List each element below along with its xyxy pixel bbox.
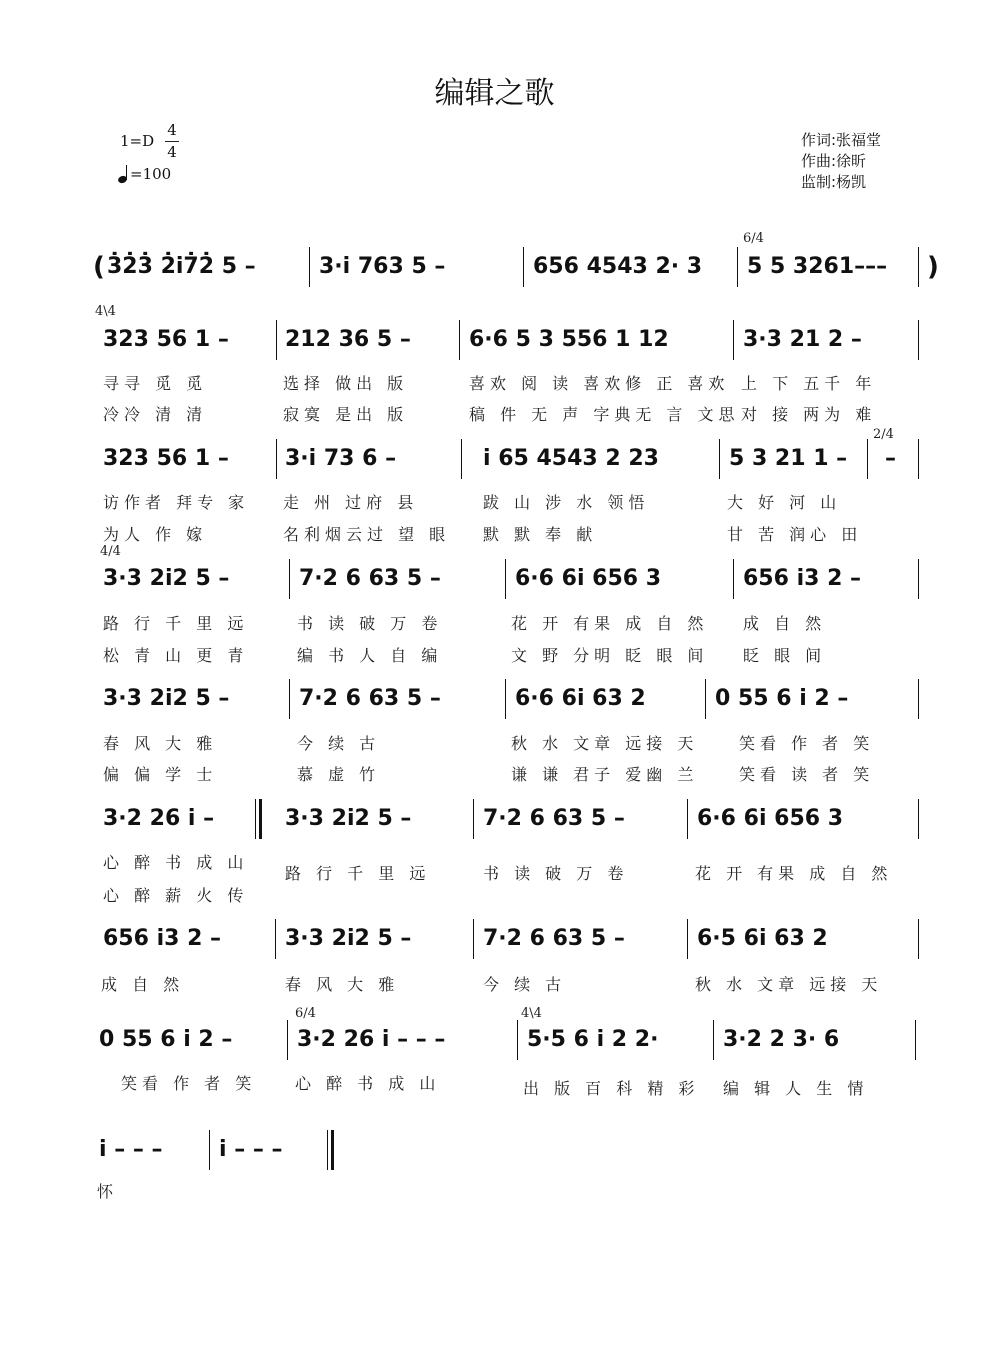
score-row <box>95 557 930 601</box>
lyric: 大 好 河 山 <box>727 493 842 512</box>
barline <box>918 559 919 599</box>
barline <box>867 439 868 479</box>
barline <box>733 559 734 599</box>
barline <box>918 799 919 839</box>
lyric: 选择 做出 版 <box>283 374 409 393</box>
measure: 7·2 6 63 5 – <box>483 806 625 831</box>
barline <box>737 247 738 287</box>
lyric: 编 辑 人 生 情 <box>723 1079 869 1098</box>
measure: 5 3 21 1 – <box>729 446 848 471</box>
measure: 6·6 6i 656 3 <box>515 566 662 591</box>
barline <box>705 679 706 719</box>
lyrics-continuation <box>95 862 930 886</box>
lyrics-verse-1 <box>95 612 930 636</box>
lyric: 眨 眼 间 <box>743 646 827 665</box>
score-row <box>95 427 930 481</box>
time-numerator: 4 <box>167 121 177 139</box>
barline <box>918 679 919 719</box>
lyric: 成 自 然 <box>101 975 185 994</box>
barline <box>276 320 277 360</box>
lyric: 编 书 人 自 编 <box>297 646 443 665</box>
measure: 3·i 73 6 – <box>285 446 397 471</box>
barline <box>287 1020 288 1060</box>
lyric: 喜欢 阅 读 喜欢修 正 喜欢 <box>469 374 730 393</box>
lyrics-verse-1 <box>95 372 930 396</box>
lyric: 笑看 作 者 笑 <box>121 1074 257 1093</box>
lyric: 书 读 破 万 卷 <box>297 614 443 633</box>
time-change: 6/4 <box>295 1006 316 1021</box>
lyric: 笑看 读 者 笑 <box>739 765 875 784</box>
barline <box>719 439 720 479</box>
credit-composer: 作曲:徐昕 <box>801 152 867 170</box>
lyric: 笑看 作 者 笑 <box>739 734 875 753</box>
lyric: 上 下 五千 年 <box>741 374 877 393</box>
measure: 3·3 21 2 – <box>743 327 862 352</box>
lyric: 走 州 过府 县 <box>283 493 419 512</box>
barline <box>289 559 290 599</box>
time-change: 2/4 <box>873 427 894 442</box>
barline <box>505 679 506 719</box>
time-change: 4/4 <box>100 544 121 559</box>
measure: 6·5 6i 63 2 <box>697 926 828 951</box>
barline <box>733 320 734 360</box>
measure: 0 55 6 i 2 – <box>715 686 849 711</box>
time-denominator: 4 <box>167 143 177 161</box>
score-row <box>95 677 930 721</box>
barline <box>459 320 460 360</box>
measure: 3·2 26 i – – – <box>297 1027 446 1052</box>
lyric: 花 开 有果 成 自 然 <box>511 614 709 633</box>
score-row <box>95 318 930 362</box>
lyric: 秋 水 文章 远接 天 <box>695 975 883 994</box>
barline <box>915 1020 916 1060</box>
barline <box>918 439 919 479</box>
measure: 3·3 2i2 5 – <box>285 806 412 831</box>
lyric: 访作者 拜专 家 <box>103 493 250 512</box>
barline <box>276 439 277 479</box>
time-change: 4\4 <box>521 1006 542 1021</box>
measure: 3·2 2 3· 6 <box>723 1027 840 1052</box>
lyric: 心 醉 薪 火 传 <box>103 886 249 905</box>
barline <box>461 439 462 479</box>
lyrics-verse-2 <box>95 644 930 668</box>
barline <box>473 799 474 839</box>
lyric: 松 青 山 更 青 <box>103 646 249 665</box>
measure: 3·3 2i2 5 – <box>103 686 230 711</box>
measure: 6·6 5 3 556 1 12 <box>469 327 669 352</box>
lyrics-verse-2 <box>95 763 930 787</box>
time-change: 4\4 <box>95 304 116 319</box>
barline <box>289 679 290 719</box>
measure: 0 55 6 i 2 – <box>99 1027 233 1052</box>
lyric: 为人 作 嫁 <box>103 525 208 544</box>
measure: 3·2 26 i – <box>103 806 215 831</box>
lyric: 花 开 有果 成 自 然 <box>695 864 893 883</box>
lyrics-verse-2 <box>95 523 930 547</box>
lyrics-verse-1 <box>95 973 930 997</box>
barline <box>918 919 919 959</box>
lyrics-verse-1 <box>95 1180 930 1204</box>
measure: 323 56 1 – <box>103 446 229 471</box>
lyric: 寻寻 觅 觅 <box>103 374 208 393</box>
measure: 7·2 6 63 5 – <box>483 926 625 951</box>
final-barline-thick <box>331 1130 334 1170</box>
measure: 656 4543 2· 3 <box>533 254 703 279</box>
key-signature: 1=D <box>120 132 155 150</box>
measure: 323 56 1 – <box>103 327 229 352</box>
lyric: 怀 <box>97 1182 119 1201</box>
lyrics-verse-2 <box>95 884 930 908</box>
lyric: 路 行 千 里 远 <box>285 864 431 883</box>
lyric: 慕 虚 竹 <box>297 765 381 784</box>
measure: 656 i3 2 – <box>103 926 222 951</box>
score-row <box>95 1006 930 1062</box>
barline <box>255 799 256 839</box>
measure: i – – – <box>219 1137 283 1162</box>
measure: 5 5 3261––– <box>747 254 888 279</box>
lyric: 谦 谦 君子 爱幽 兰 <box>511 765 699 784</box>
lyric: 心 醉 书 成 山 <box>103 853 249 872</box>
measure: 5·5 6 i 2 2· <box>527 1027 659 1052</box>
measure: 6·6 6i 63 2 <box>515 686 646 711</box>
lyric: 今 续 古 <box>297 734 381 753</box>
measure: 656 i3 2 – <box>743 566 862 591</box>
barline <box>713 1020 714 1060</box>
time-signature <box>162 120 182 163</box>
score-row <box>95 797 930 841</box>
lyric: 心 醉 书 成 山 <box>295 1074 441 1093</box>
repeat-end-barline <box>259 799 262 839</box>
measure: 7·2 6 63 5 – <box>299 686 441 711</box>
measure: 212 36 5 – <box>285 327 411 352</box>
lyric: 成 自 然 <box>743 614 827 633</box>
lyric: 今 续 古 <box>483 975 567 994</box>
score-row <box>95 917 930 961</box>
lyric: 甘 苦 润心 田 <box>727 525 863 544</box>
barline <box>517 1020 518 1060</box>
measure: – <box>885 446 896 471</box>
lyric: 名利烟云过 望 眼 <box>283 525 451 544</box>
measure: 7·2 6 63 5 – <box>299 566 441 591</box>
lyric: 偏 偏 学 士 <box>103 765 218 784</box>
score-row <box>95 1128 930 1172</box>
lyric: 春 风 大 雅 <box>103 734 218 753</box>
lyrics-verse-1 <box>95 732 930 756</box>
barline <box>473 919 474 959</box>
barline <box>918 247 919 287</box>
measure: 3·3 2i2 5 – <box>103 566 230 591</box>
credits <box>801 130 881 193</box>
barline <box>918 320 919 360</box>
barline <box>687 919 688 959</box>
close-bracket: ) <box>927 252 939 282</box>
lyric: 对 接 两为 难 <box>741 405 877 424</box>
lyric: 冷冷 清 清 <box>103 405 208 424</box>
credit-lyricist: 作词:张福堂 <box>801 131 882 149</box>
lyrics-continuation <box>95 1077 930 1101</box>
measure: 3·i 763 5 – <box>319 254 446 279</box>
credit-producer: 监制:杨凯 <box>801 173 867 191</box>
quarter-note-icon <box>118 165 130 183</box>
measure: 6·6 6i 656 3 <box>697 806 844 831</box>
barline <box>687 799 688 839</box>
lyric: 春 风 大 雅 <box>285 975 400 994</box>
lyrics-verse-1 <box>95 491 930 515</box>
lyric: 书 读 破 万 卷 <box>483 864 629 883</box>
lyric: 默 默 奉 献 <box>483 525 598 544</box>
time-change: 6/4 <box>743 231 764 246</box>
measure: 3̇2̇3̇ 2̇i7̇2̇ 5 – <box>107 254 256 279</box>
measure: i 65 4543 2 23 <box>483 446 659 471</box>
lyric: 出 版 百 科 精 彩 <box>523 1079 700 1098</box>
tempo-value: =100 <box>130 165 172 183</box>
tempo-marking <box>118 165 171 183</box>
score-row-intro <box>93 231 939 289</box>
lyrics-verse-2 <box>95 403 930 427</box>
barline <box>275 919 276 959</box>
measure: 3·3 2i2 5 – <box>285 926 412 951</box>
lyric: 稿 件 无 声 字典无 言 文思 <box>469 405 740 424</box>
lyric: 文 野 分明 眨 眼 间 <box>511 646 709 665</box>
barline <box>209 1130 210 1170</box>
measure: i – – – <box>99 1137 163 1162</box>
open-bracket: ( <box>93 252 105 282</box>
lyric: 路 行 千 里 远 <box>103 614 249 633</box>
lyric: 跋 山 涉 水 领悟 <box>483 493 650 512</box>
final-barline-thin <box>327 1130 328 1170</box>
barline <box>309 247 310 287</box>
lyric: 秋 水 文章 远接 天 <box>511 734 699 753</box>
lyric: 寂寞 是出 版 <box>283 405 409 424</box>
barline <box>505 559 506 599</box>
barline <box>523 247 524 287</box>
score-title: 编辑之歌 <box>434 76 555 111</box>
